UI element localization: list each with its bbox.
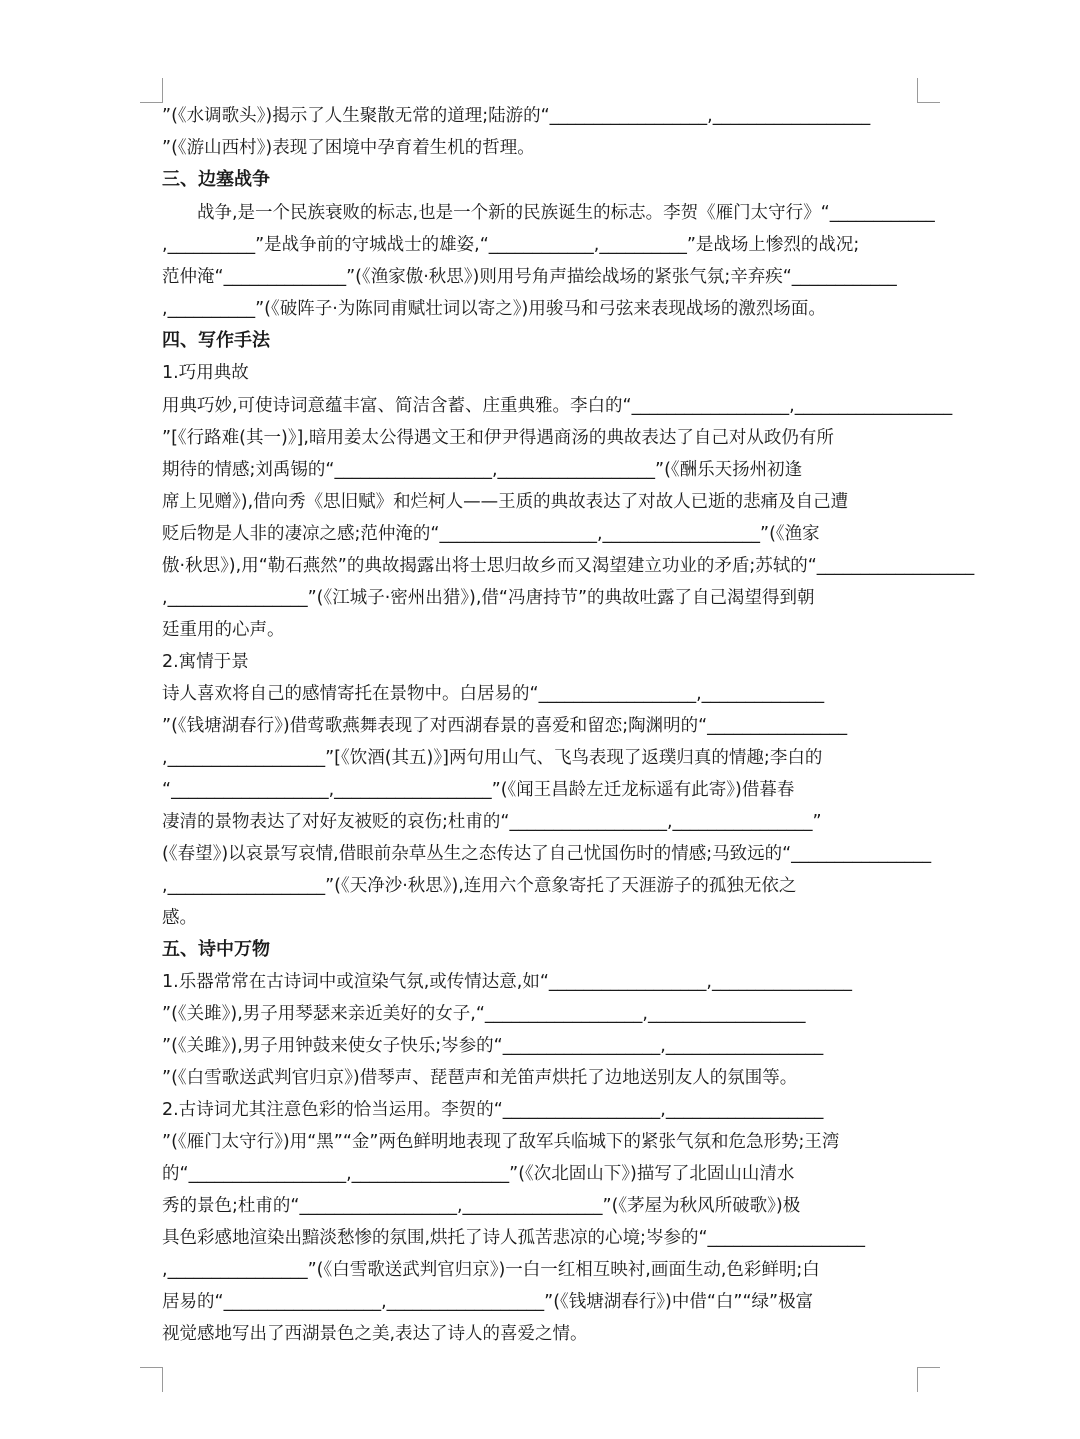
section-heading-5: 五、诗中万物 bbox=[162, 939, 270, 960]
text-line: 具色彩感地渲染出黯淡愁惨的氛围,烘托了诗人孤苦悲凉的心境;岑参的“__________________ bbox=[162, 1228, 866, 1248]
text-line: ”(《白雪歌送武判官归京》)借琴声、琵琶声和羌笛声烘托了边地送别友人的氛围等。 bbox=[162, 1068, 798, 1088]
text-line: ”(《雁门太守行》)用“黑”“金”两色鲜明地表现了敌军兵临城下的紧张气氛和危急形势;王湾 bbox=[162, 1132, 840, 1152]
text-line: 廷重用的心声。 bbox=[162, 620, 285, 640]
text-line: 傲·秋思》),用“勒石燕然”的典故揭露出将士思归故乡而又渴望建立功业的矛盾;苏轼的“__________________ bbox=[162, 556, 975, 576]
text-line: 期待的情感;刘禹锡的“__________________,__________________”(《酬乐天扬州初逢 bbox=[162, 460, 803, 480]
text-line: “__________________,__________________”(《闻王昌龄左迁龙标遥有此寄》)借暮春 bbox=[162, 780, 795, 800]
text-line: 感。 bbox=[162, 908, 197, 928]
text-line: 范仲淹“______________”(《渔家傲·秋思》)则用号角声描绘战场的紧张气氛;辛弃疾“____________ bbox=[162, 267, 897, 287]
text-line: ”(《游山西村》)表现了困境中孕育着生机的哲理。 bbox=[162, 138, 535, 158]
text-line: ”[《行路难(其一)》],暗用姜太公得遇文王和伊尹得遇商汤的典故表达了自己对从政仍有所 bbox=[162, 428, 834, 448]
text-line: ”(《水调歌头》)揭示了人生聚散无常的道理;陆游的“__________________,__________________ bbox=[162, 106, 871, 126]
text-line: (《春望》)以哀景写哀情,借眼前杂草丛生之态传达了自己忧国伤时的情感;马致远的“________________ bbox=[162, 844, 932, 864]
text-line: 战争,是一个民族衰败的标志,也是一个新的民族诞生的标志。李贺《雁门太守行》“____________ bbox=[162, 203, 935, 223]
text-line: 诗人喜欢将自己的感情寄托在景物中。白居易的“__________________,______________ bbox=[162, 684, 825, 704]
text-line: 视觉感地写出了西湖景色之美,表达了诗人的喜爱之情。 bbox=[162, 1324, 588, 1344]
text-line: 用典巧妙,可使诗词意蕴丰富、简洁含蓄、庄重典雅。李白的“__________________,__________________ bbox=[162, 396, 953, 416]
text-line: ”(《关雎》),男子用琴瑟来亲近美好的女子,“__________________,__________________ bbox=[162, 1004, 806, 1024]
text-line: ,__________________”(《天净沙·秋思》),连用六个意象寄托了天涯游子的孤独无依之 bbox=[162, 876, 797, 896]
text-line: 秀的景色;杜甫的“__________________,________________”(《茅屋为秋风所破歌》)极 bbox=[162, 1196, 801, 1216]
text-line: ,__________________”[《饮酒(其五)》]两句用山气、飞鸟表现了返璞归真的情趣;李白的 bbox=[162, 748, 823, 768]
subheading: 1.巧用典故 bbox=[162, 363, 249, 383]
text-line: ,________________”(《白雪歌送武判官归京》)一白一红相互映衬,画面生动,色彩鲜明;白 bbox=[162, 1260, 820, 1280]
section-heading-3: 三、边塞战争 bbox=[162, 169, 270, 190]
text-line: 居易的“__________________,__________________”(《钱塘湖春行》)中借“白”“绿”极富 bbox=[162, 1292, 814, 1312]
text-line: ,__________”(《破阵子·为陈同甫赋壮词以寄之》)用骏马和弓弦来表现战场的激烈场面。 bbox=[162, 299, 826, 319]
subheading: 2.寓情于景 bbox=[162, 652, 249, 672]
text-line: ,__________”是战争前的守城战士的雄姿,“____________,__________”是战场上惨烈的战况; bbox=[162, 235, 860, 255]
text-line: 凄清的景物表达了对好友被贬的哀伤;杜甫的“__________________,________________” bbox=[162, 812, 822, 832]
text-line: ,________________”(《江城子·密州出猎》),借“冯唐持节”的典故吐露了自己渴望得到朝 bbox=[162, 588, 815, 608]
text-line: ”(《关雎》),男子用钟鼓来使女子快乐;岑参的“__________________,__________________ bbox=[162, 1036, 824, 1056]
text-line: 2.古诗词尤其注意色彩的恰当运用。李贺的“__________________,__________________ bbox=[162, 1100, 824, 1120]
section-heading-4: 四、写作手法 bbox=[162, 330, 270, 351]
text-line: 1.乐器常常在古诗词中或渲染气氛,或传情达意,如“__________________,________________ bbox=[162, 972, 852, 992]
text-line: ”(《钱塘湖春行》)借莺歌燕舞表现了对西湖春景的喜爱和留恋;陶渊明的“________________ bbox=[162, 716, 848, 736]
text-line: 贬后物是人非的凄凉之感;范仲淹的“__________________,__________________”(《渔家 bbox=[162, 524, 820, 544]
text-line: 的“__________________,__________________”(《次北固山下》)描写了北固山山清水 bbox=[162, 1164, 795, 1184]
text-line: 席上见赠》),借向秀《思旧赋》和烂柯人——王质的典故表达了对故人已逝的悲痛及自己遭 bbox=[162, 492, 849, 512]
